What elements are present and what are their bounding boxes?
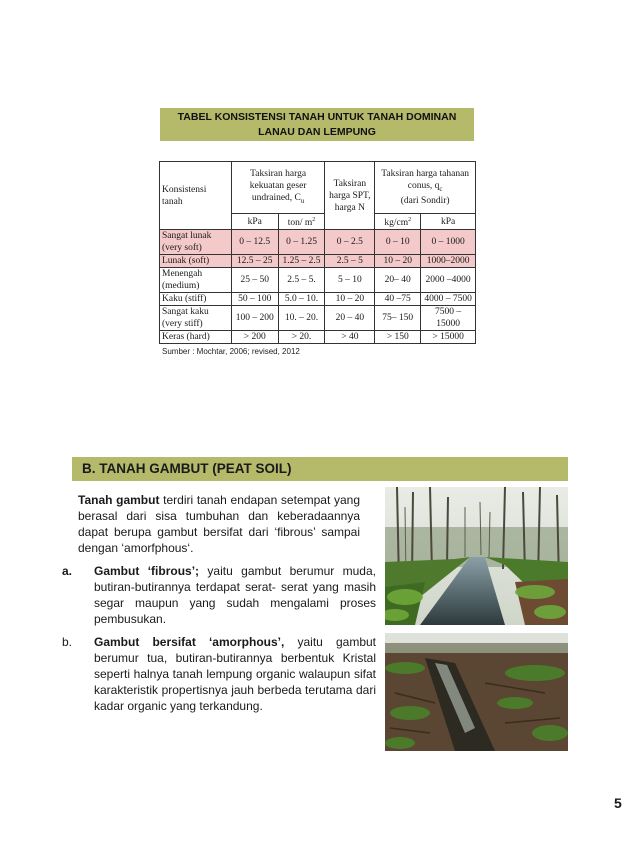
unit-kpa: kPa	[231, 214, 278, 230]
table-title-line2: LANAU DAN LEMPUNG	[258, 126, 376, 138]
table-row: Sangat kaku (very stiff) 100 – 200 10. – 20. 20 – 40 75– 150 7500 – 15000	[160, 306, 476, 331]
section-heading-bar	[72, 457, 568, 481]
list-item-fibrous: a. Gambut ‘fibrous’; yaitu gambut berumur muda, butiran-butirannya terdapat serat- serat yang masih segar maupun yang sudah mengalami proses pembusukan.	[62, 564, 376, 626]
list-label-a: a.	[62, 564, 73, 578]
unit-kpa2: kPa	[421, 214, 476, 230]
list-label-b: b.	[62, 635, 73, 649]
header-cu: Taksiran harga kekuatan geser undrained, $C_u$	[231, 162, 325, 214]
header-konsistensi: Konsistensi tanah	[160, 162, 232, 230]
table-title-line1: TABEL KONSISTENSI TANAH UNTUK TANAH DOMINAN	[177, 111, 457, 123]
table-row: Lunak (soft) 12.5 – 25 1.25 – 2.5 2.5 – 5 10 – 20 1000–2000	[160, 255, 476, 268]
header-conus: Taksiran harga tahanan conus, $q_c$ (dari Sondir)	[375, 162, 476, 214]
table-title	[160, 108, 474, 141]
peat-forest-canal-photo	[385, 487, 568, 625]
consistency-table	[159, 161, 476, 344]
table-source: Sumber : Mochtar, 2006; revised, 2012	[162, 347, 300, 356]
unit-ton: ton/ $m^2$	[278, 214, 325, 230]
list-item-amorphous: b. Gambut bersifat ‘amorphous’, yaitu gambut berumur tua, butiran-butirannya berbentuk Kristal seperti halnya tanah lempung organic walaupun sifat karakteristik propertisnya jauh berbeda terutama dari kadar organic yang terkandung.	[62, 635, 376, 713]
unit-kgcm: $kg/cm^2$	[375, 214, 421, 230]
table-row: Kaku (stiff) 50 – 100 5.0 – 10. 10 – 20 40 –75 4000 – 7500	[160, 293, 476, 306]
header-spt: Taksiran harga SPT, harga N	[325, 162, 375, 230]
table-row: Keras (hard) > 200 > 20. > 40 > 150 > 15000	[160, 331, 476, 344]
page-number: 5	[614, 795, 622, 811]
table-row: Sangat lunak (very soft) 0 – 12.5 0 – 1.25 0 – 2.5 0 – 10 0 – 1000	[160, 230, 476, 255]
section-title: B. TANAH GAMBUT (PEAT SOIL)	[82, 461, 292, 476]
intro-paragraph: Tanah gambut terdiri tanah endapan setempat yang berasal dari sisa tumbuhan dan keberadaannya dapat berupa gambut bersifat dari ‘fibrous’ sampai dengan ‘amorfphous‘.	[78, 493, 360, 555]
table-row: Menengah (medium) 25 – 50 2.5 – 5. 5 – 10 20– 40 2000 –4000	[160, 268, 476, 293]
intro-term: Tanah gambut	[78, 493, 160, 507]
peat-land-trench-photo	[385, 633, 568, 751]
